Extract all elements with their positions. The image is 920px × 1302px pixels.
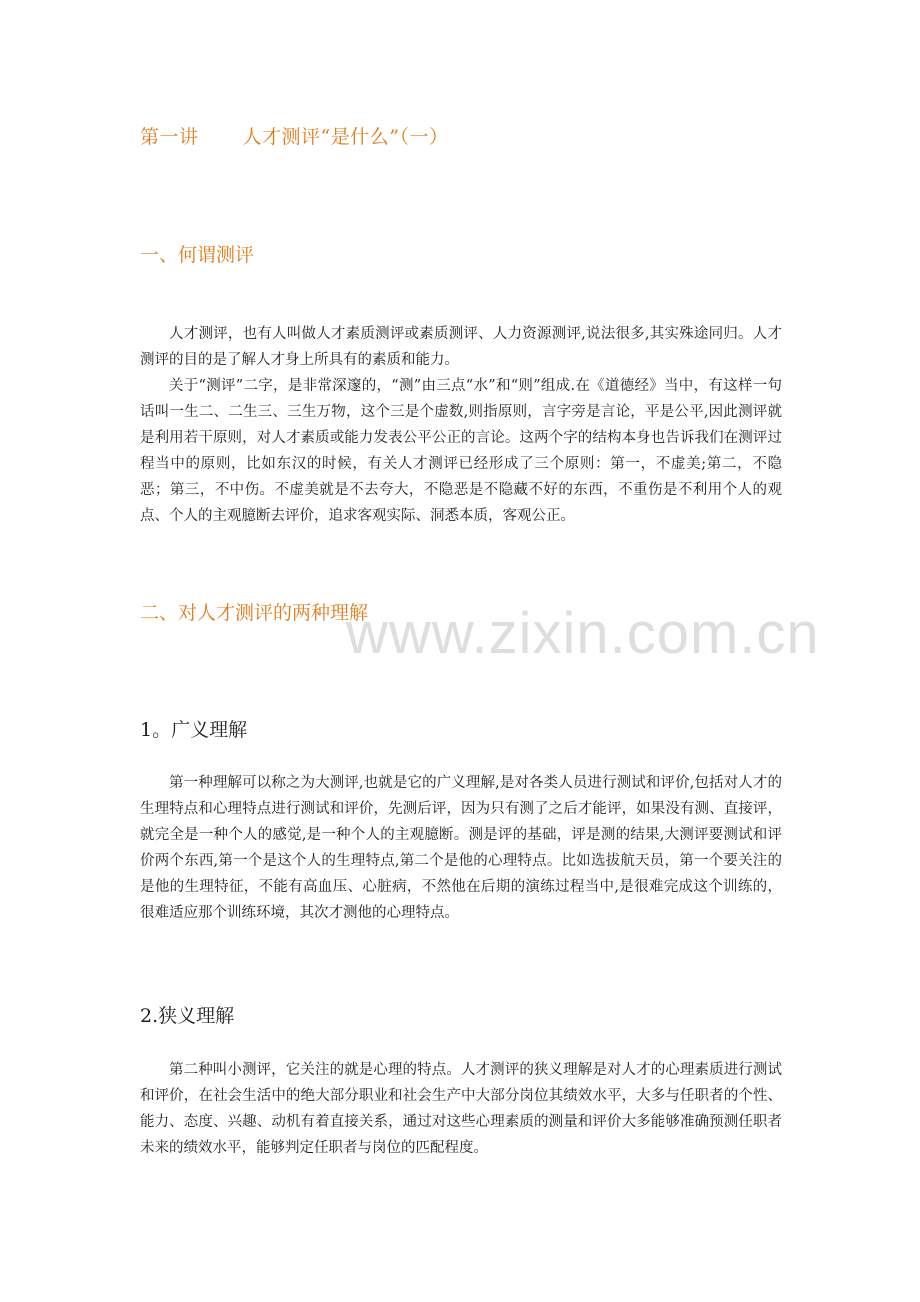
- broad-understanding-body: [140, 770, 782, 926]
- paragraph: 关于“测评”二字，是非常深邃的，“测”由三点“水”和“则”组成.在《道德经》当中，有这样一句话叫一生二、二生三、三生万物，这个三是个虚数,则指原则，言字旁是言论，平是公平,因此测评就是利用若干原则，对人才素质或能力发表公平公正的言论。这两个字的结构本身也告诉我们在测评过程当中的原则，比如东汉的时候，有关人才测评已经形成了三个原则：第一，不虚美;第二，不隐恶；第三，不中伤。不虚美就是不去夸大，不隐恶是不隐藏不好的东西，不重伤是不利用个人的观点、个人的主观臆断去评价，追求客观实际、洞悉本质，客观公正。: [140, 378, 782, 524]
- title-prefix: 第一讲: [140, 126, 199, 148]
- section-heading-two-understandings: 二、对人才测评的两种理解: [140, 602, 369, 624]
- section-heading-what-is-assessment: 一、何谓测评: [140, 244, 255, 266]
- page-title: [140, 122, 448, 149]
- subheading-broad-understanding: 1。广义理解: [140, 719, 248, 741]
- section1-body: [140, 321, 782, 529]
- paragraph: 人才测评，也有人叫做人才素质测评或素质测评、人力资源测评,说法很多,其实殊途同归。人才测评的目的是了解人才身上所具有的素质和能力。: [140, 326, 782, 368]
- watermark: www.zixin.com.cn: [346, 601, 820, 666]
- paragraph: 第一种理解可以称之为大测评,也就是它的广义理解,是对各类人员进行测试和评价,包括对人才的生理特点和心理特点进行测试和评价，先测后评，因为只有测了之后才能评，如果没有测、直接评，就完全是一种个人的感觉,是一种个人的主观臆断。测是评的基础，评是测的结果,大测评要测试和评价两个东西,第一个是这个人的生理特点,第二个是他的心理特点。比如选拔航天员，第一个要关注的是他的生理特征，不能有高血压、心脏病，不然他在后期的演练过程当中,是很难完成这个训练的，很难适应那个训练环境，其次才测他的心理特点。: [140, 775, 782, 921]
- paragraph: 第二种叫小测评，它关注的就是心理的特点。人才测评的狭义理解是对人才的心理素质进行测试和评价，在社会生活中的绝大部分职业和社会生产中大部分岗位其绩效水平，大多与任职者的个性、能力、态度、兴趣、动机有着直接关系，通过对这些心理素质的测量和评价大多能够准确预测任职者未来的绩效水平，能够判定任职者与岗位的匹配程度。: [140, 1062, 782, 1156]
- title-main: 人才测评“是什么”（一）: [242, 126, 449, 148]
- narrow-understanding-body: [140, 1057, 782, 1161]
- subheading-narrow-understanding: 2.狭义理解: [140, 1005, 235, 1027]
